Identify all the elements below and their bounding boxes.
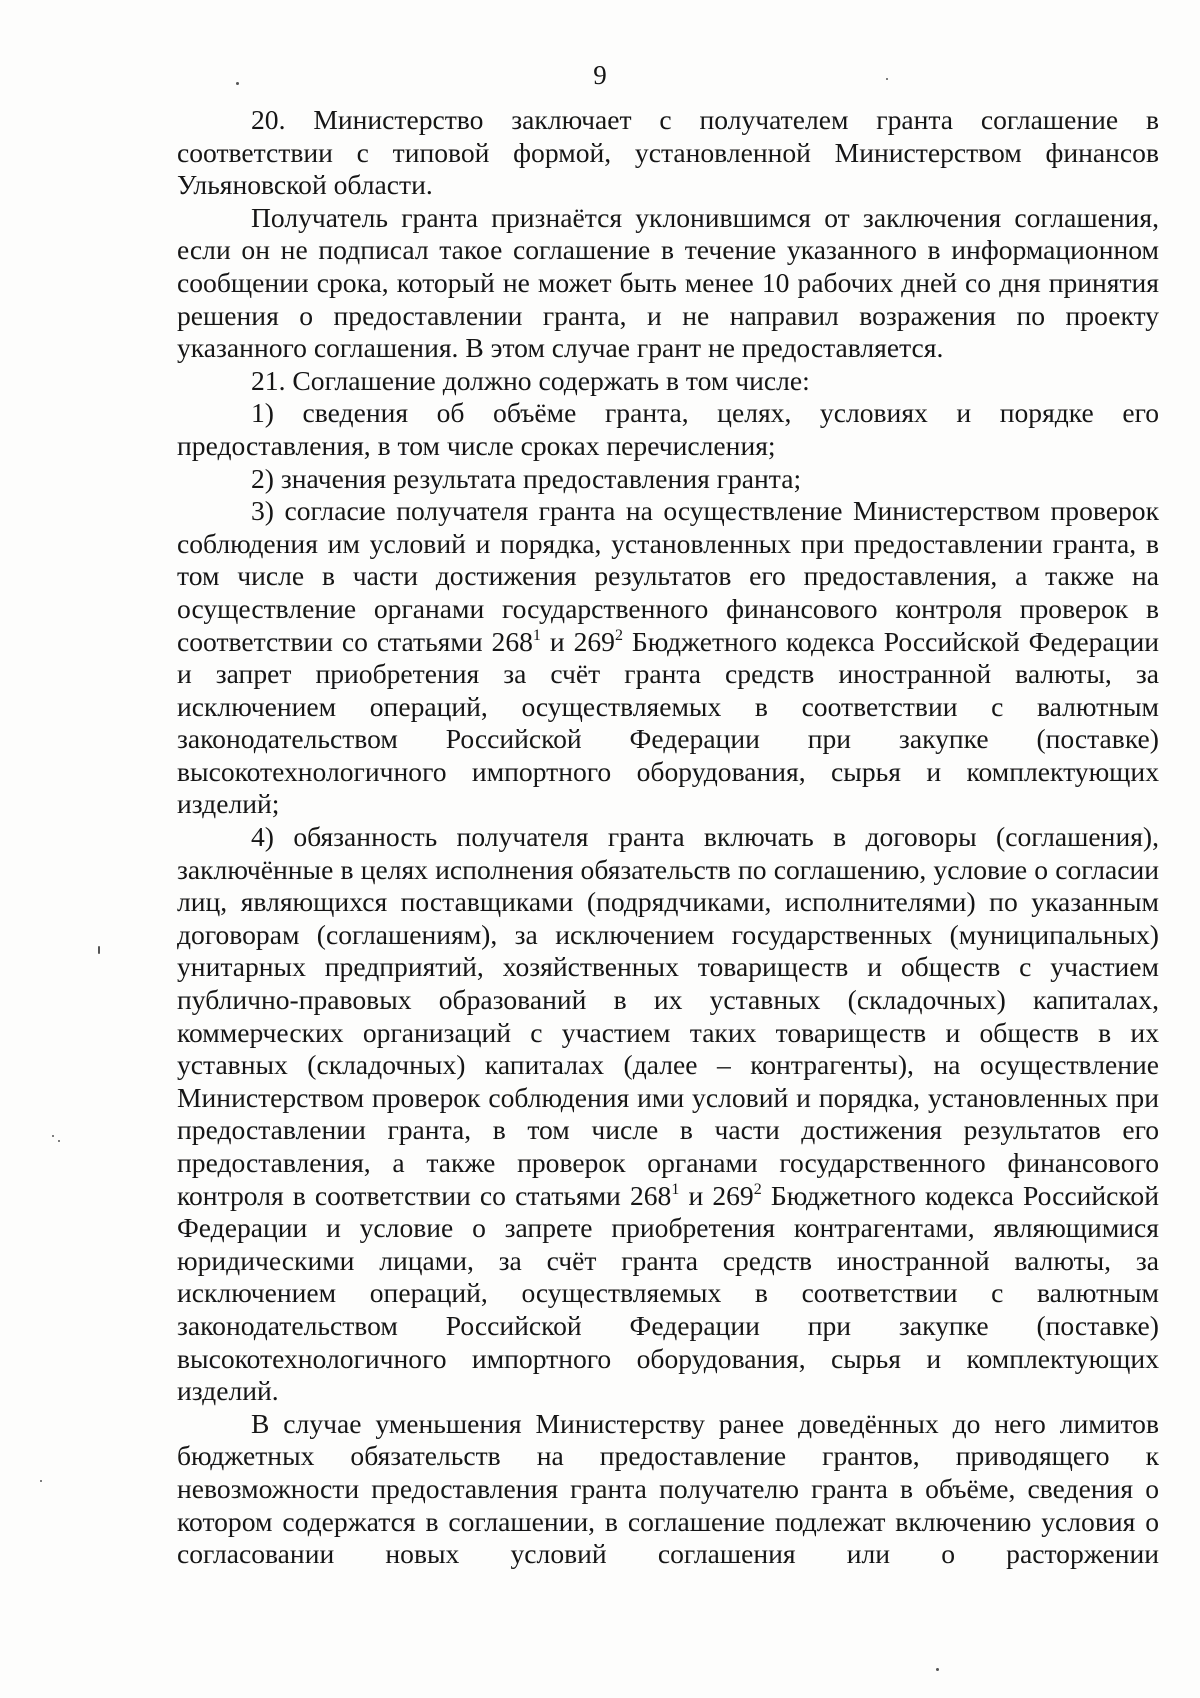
superscript: 2 <box>614 626 623 644</box>
scan-speck <box>58 1140 60 1142</box>
scan-speck <box>236 82 239 85</box>
superscript: 1 <box>671 1180 680 1198</box>
scan-speck <box>936 1668 939 1671</box>
page-number: 9 <box>593 60 607 90</box>
list-item-4 <box>177 821 1159 1408</box>
scan-speck <box>40 1480 42 1482</box>
list-item-3 <box>177 495 1159 821</box>
paragraph-evasion: Получатель гранта признаётся уклонившимся от заключения соглашения, если он не подписал такое соглашение в течение указанного в информационном сообщении срока, который не может быть менее 10 рабочих дней со дня принятия решения о предоставлении гранта, и не направил возражения по проекту указанного соглашения. В этом случае грант не предоставляется. <box>177 201 1159 364</box>
document-body <box>177 104 1159 1571</box>
list-item-3-text-b: и 269 <box>540 625 615 657</box>
scan-speck <box>886 78 888 80</box>
list-item-3-text-c: Бюджетного кодекса Российской Федерации и запрет приобретения за счёт гранта средств иностранной валюты, за исключением операций, осуществляемых в соответствии с валютным законодательством Российской Федерации при закупке (поставке) высокотехнологичного импортного оборудования, сырья и комплектующих изделий; <box>177 625 1159 820</box>
list-item-3-text-a: 3) согласие получателя гранта на осуществление Министерством проверок соблюдения им условий и порядка, установленных при предоставлении гранта, в том числе в части достижения результатов его предоставления, а также на осуществление органами государственного финансового контроля проверок в соответствии со статьями 268 <box>177 495 1159 657</box>
list-item-4-text-a: 4) обязанность получателя гранта включать в договоры (соглашения), заключённые в целях исполнения обязательств по соглашению, условие о согласии лиц, являющихся поставщиками (подрядчиками, исполнителями) по указанным договорам (соглашениям), за исключением государственных (муниципальных) унитарных предприятий, хозяйственных товариществ и обществ с участием публично-правовых образований в их уставных (складочных) капиталах, коммерческих организаций с участием таких товариществ и обществ в их уставных (складочных) капиталах (далее – контрагенты), на осуществление Министерством проверок соблюдения ими условий и порядка, установленных при предоставлении гранта, в том числе в части достижения результатов его предоставления, а также проверок органами государственного финансового контроля в соответствии со статьями 268 <box>177 821 1159 1211</box>
list-item-4-text-c: Бюджетного кодекса Российской Федерации и условие о запрете приобретения контрагентами, являющимися юридическими лицами, за счёт гранта средств иностранной валюты, за исключением операций, осуществляемых в соответствии с валютным законодательством Российской Федерации при закупке (поставке) высокотехнологичного импортного оборудования, сырья и комплектующих изделий. <box>177 1179 1159 1407</box>
paragraph-limits: В случае уменьшения Министерству ранее доведённых до него лимитов бюджетных обязательств на предоставление грантов, приводящего к невозможности предоставления гранта получателю гранта в объёме, сведения о котором содержатся в соглашении, в соглашение подлежат включению условия о согласовании новых условий соглашения или о расторжении <box>177 1407 1159 1570</box>
list-item-4-text-b: и 269 <box>679 1179 754 1211</box>
scan-speck <box>52 1135 54 1137</box>
paragraph-21-intro: 21. Соглашение должно содержать в том числе: <box>251 364 810 396</box>
superscript: 1 <box>532 626 541 644</box>
superscript: 2 <box>753 1180 762 1198</box>
list-item-1: 1) сведения об объёме гранта, целях, условиях и порядке его предоставления, в том числе сроках перечисления; <box>177 397 1159 461</box>
paragraph-20: 20. Министерство заключает с получателем гранта соглашение в соответствии с типовой формой, установленной Министерством финансов Ульяновской области. <box>177 104 1159 201</box>
scan-speck <box>98 946 100 954</box>
list-item-2: 2) значения результата предоставления гранта; <box>251 462 802 494</box>
